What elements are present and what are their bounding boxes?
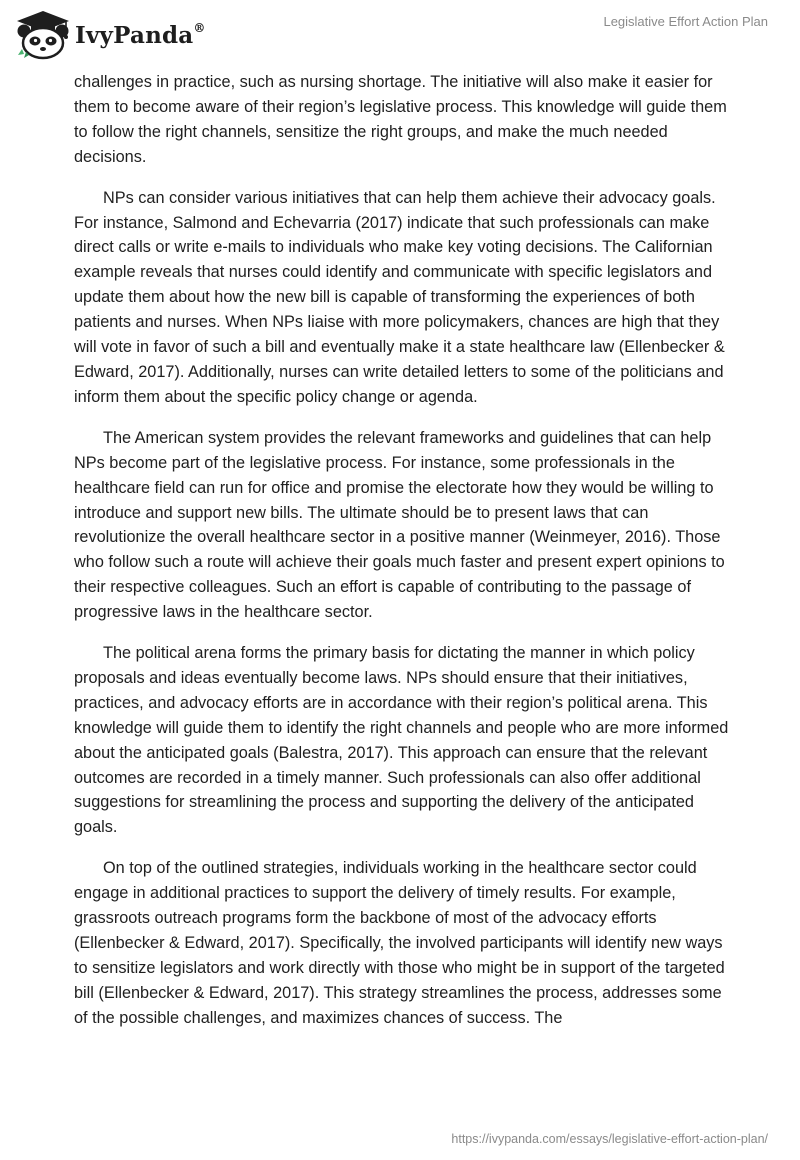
paragraph: challenges in practice, such as nursing shortage. The initiative will also make it easier for them to become aware of their region’s legislative process. This knowledge will guide them to follow the right channels, sensitize the right groups, and make the much needed decisions. [74, 73, 727, 166]
essay-body [74, 70, 730, 1047]
source-url[interactable]: https://ivypanda.com/essays/legislative-effort-action-plan/ [451, 1132, 768, 1146]
paragraph: The American system provides the relevant frameworks and guidelines that can help NPs become part of the legislative process. For instance, some professionals in the healthcare field can run for office and promise the electorate how they would be willing to introduce and support new bills. The ultimate should be to present laws that can revolutionize the overall healthcare sector in a positive manner (Weinmeyer, 2016). Those who follow such a route will achieve their goals much faster and present expert opinions to their respective colleagues. Such an effort is capable of contributing to the passage of progressive laws in the healthcare sector. [74, 428, 725, 622]
brand-logo[interactable] [14, 8, 206, 60]
brand-name: IvyPanda® [75, 20, 206, 49]
paragraph: The political arena forms the primary basis for dictating the manner in which policy proposals and ideas eventually become laws. NPs should ensure that their initiatives, practices, and advocacy efforts are in accordance with their region’s political arena. This knowledge will guide them to identify the right channels and people who are more informed about the anticipated goals (Balestra, 2017). This approach can ensure that the relevant outcomes are recorded in a timely manner. Such professionals can also offer additional suggestions for streamlining the process and supporting the delivery of the anticipated goals. [74, 644, 729, 837]
paragraph: On top of the outlined strategies, individuals working in the healthcare sector could engage in additional practices to support the delivery of timely results. For example, grassroots outreach programs form the backbone of most of the advocacy efforts (Ellenbecker & Edward, 2017). Specifically, the involved participants will identify new ways to sensitize legislators and work directly with those who might be in support of the targeted bill (Ellenbecker & Edward, 2017). This strategy streamlines the process, addresses some of the possible challenges, and maximizes chances of success. The [74, 859, 725, 1027]
panda-graduate-icon [14, 8, 72, 60]
page-header [0, 0, 800, 70]
document-title: Legislative Effort Action Plan [603, 14, 768, 29]
paragraph: NPs can consider various initiatives that can help them achieve their advocacy goals. For instance, Salmond and Echevarria (2017) indicate that such professionals can make direct calls or write e-mails to individuals who make key voting decisions. The Californian example reveals that nurses could identify and communicate with specific legislators and update them about how the new bill is capable of transforming the experiences of both patients and nurses. When NPs liaise with more policymakers, chances are high that they will vote in favor of such a bill and eventually make it a state healthcare law (Ellenbecker & Edward, 2017). Additionally, nurses can write detailed letters to some of the politicians and inform them about the specific policy change or agenda. [74, 188, 725, 406]
